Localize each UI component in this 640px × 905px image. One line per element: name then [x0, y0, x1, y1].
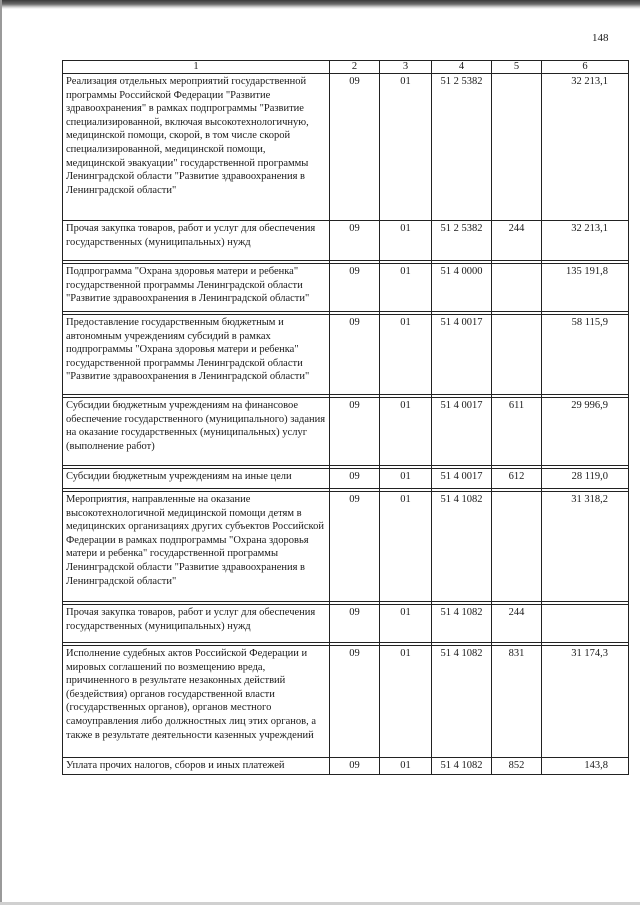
- table-row: [63, 74, 629, 221]
- table-row: [63, 469, 629, 489]
- row-col4: 51 2 5382: [432, 221, 492, 261]
- row-col2: 09: [330, 469, 380, 489]
- row-col6: 32 213,1: [542, 221, 629, 261]
- row-col3: 01: [380, 492, 432, 602]
- row-col3: 01: [380, 646, 432, 758]
- row-col5: [492, 74, 542, 221]
- row-col3: 01: [380, 605, 432, 643]
- table-row: [63, 264, 629, 312]
- header-cell-4: 4: [432, 61, 492, 74]
- row-col2: 09: [330, 315, 380, 395]
- row-col4: 51 4 1082: [432, 605, 492, 643]
- scan-left-edge: [0, 0, 2, 905]
- table-row: [63, 221, 629, 261]
- table-row: [63, 605, 629, 643]
- header-cell-5: 5: [492, 61, 542, 74]
- row-col6: [542, 605, 629, 643]
- row-col5: 831: [492, 646, 542, 758]
- row-name: Прочая закупка товаров, работ и услуг для обеспечения государственных (муниципальных) нужд: [63, 221, 330, 261]
- row-col4: 51 2 5382: [432, 74, 492, 221]
- row-col5: 852: [492, 758, 542, 775]
- row-col5: [492, 264, 542, 312]
- header-cell-1: 1: [63, 61, 330, 74]
- row-col6: 32 213,1: [542, 74, 629, 221]
- row-col3: 01: [380, 398, 432, 466]
- row-col6: 143,8: [542, 758, 629, 775]
- row-col2: 09: [330, 646, 380, 758]
- header-cell-6: 6: [542, 61, 629, 74]
- row-col3: 01: [380, 74, 432, 221]
- header-cell-3: 3: [380, 61, 432, 74]
- header-cell-2: 2: [330, 61, 380, 74]
- row-col2: 09: [330, 74, 380, 221]
- row-col3: 01: [380, 469, 432, 489]
- row-col3: 01: [380, 758, 432, 775]
- row-col5: 612: [492, 469, 542, 489]
- row-col5: 611: [492, 398, 542, 466]
- table-row: [63, 492, 629, 602]
- row-col5: [492, 315, 542, 395]
- row-col4: 51 4 0017: [432, 469, 492, 489]
- row-col3: 01: [380, 221, 432, 261]
- row-col5: [492, 492, 542, 602]
- row-col2: 09: [330, 492, 380, 602]
- row-name: Уплата прочих налогов, сборов и иных платежей: [63, 758, 330, 775]
- row-name: Предоставление государственным бюджетным и автономным учреждениям субсидий в рамках подпрограммы "Охрана здоровья матери и ребенка" государственной программы Ленинградской области "Развитие здравоохранения в Ленинградской области": [63, 315, 330, 395]
- row-col5: 244: [492, 221, 542, 261]
- table-row: [63, 398, 629, 466]
- page-number: 148: [592, 32, 609, 44]
- row-col3: 01: [380, 315, 432, 395]
- row-col3: 01: [380, 264, 432, 312]
- row-col6: 31 174,3: [542, 646, 629, 758]
- row-col2: 09: [330, 264, 380, 312]
- row-col6: 31 318,2: [542, 492, 629, 602]
- row-col2: 09: [330, 758, 380, 775]
- row-name: Мероприятия, направленные на оказание высокотехнологичной медицинской помощи детям в медицинских организациях других субъектов Российской Федерации в рамках подпрограммы "Охрана здоровья матери и ребенка" государственной программы Ленинградской области "Развитие здравоохранения в Ленинградской области": [63, 492, 330, 602]
- row-col5: 244: [492, 605, 542, 643]
- row-col2: 09: [330, 605, 380, 643]
- row-name: Прочая закупка товаров, работ и услуг для обеспечения государственных (муниципальных) нужд: [63, 605, 330, 643]
- table-row: [63, 315, 629, 395]
- row-col4: 51 4 1082: [432, 646, 492, 758]
- row-col4: 51 4 1082: [432, 492, 492, 602]
- row-col4: 51 4 0000: [432, 264, 492, 312]
- row-col4: 51 4 0017: [432, 398, 492, 466]
- row-col4: 51 4 1082: [432, 758, 492, 775]
- row-col6: 28 119,0: [542, 469, 629, 489]
- row-col6: 135 191,8: [542, 264, 629, 312]
- row-col2: 09: [330, 398, 380, 466]
- row-name: Субсидии бюджетным учреждениям на финансовое обеспечение государственного (муниципального) задания на оказание государственных (муниципальных) услуг (выполнение работ): [63, 398, 330, 466]
- table-row: [63, 758, 629, 775]
- row-col6: 58 115,9: [542, 315, 629, 395]
- row-col6: 29 996,9: [542, 398, 629, 466]
- table-row: [63, 646, 629, 758]
- row-name: Реализация отдельных мероприятий государственной программы Российской Федерации "Развитие здравоохранения" в рамках подпрограммы "Развитие специализированной, включая высокотехнологичную, медицинской помощи, скорой, в том числе скорой специализированной, медицинской помощи, медицинской эвакуации" государственной программы Ленинградской области "Развитие здравоохранения в Ленинградской области": [63, 74, 330, 221]
- budget-table: [62, 60, 629, 775]
- row-col2: 09: [330, 221, 380, 261]
- row-name: Субсидии бюджетным учреждениям на иные цели: [63, 469, 330, 489]
- table-header-row: [63, 61, 629, 74]
- row-col4: 51 4 0017: [432, 315, 492, 395]
- scan-top-edge: [0, 0, 640, 9]
- row-name: Исполнение судебных актов Российской Федерации и мировых соглашений по возмещению вреда, причиненного в результате незаконных действий (бездействия) органов государственной власти (государственных органов), органов местного самоуправления либо должностных лиц этих органов, а также в результате деятельности казенных учреждений: [63, 646, 330, 758]
- row-name: Подпрограмма "Охрана здоровья матери и ребенка" государственной программы Ленинградской области "Развитие здравоохранения в Ленинградской области": [63, 264, 330, 312]
